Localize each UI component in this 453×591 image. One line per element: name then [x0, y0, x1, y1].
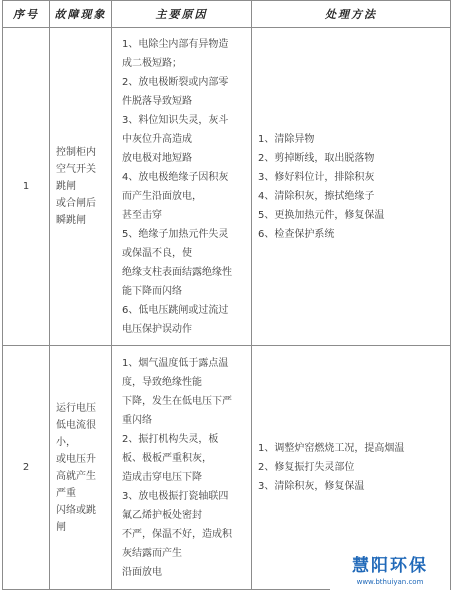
cause-line: 沿面放电 [122, 566, 162, 578]
phenomenon-line: 闪络或跳 [56, 504, 96, 516]
cause-line: 2、振打机构失灵，板 [122, 433, 219, 445]
watermark-url: www.bthuiyan.com [356, 578, 424, 586]
row-causes [112, 28, 252, 346]
cause-line: 重闪络 [122, 414, 152, 426]
cause-line: 中灰位升高造成 [122, 133, 192, 145]
cause-line: 绝缘支柱表面结露绝缘性 [122, 266, 232, 278]
row-methods [252, 28, 451, 346]
cause-line: 放电极对地短路 [122, 152, 192, 164]
phenomenon-line: 或合闸后 [56, 198, 96, 209]
phenomenon-line: 跳闸 [56, 181, 76, 192]
phenomenon-line: 闸 [56, 521, 66, 533]
cause-line: 6、低电压跳闸或过流过 [122, 304, 229, 316]
phenomenon-line: 或电压升 [56, 453, 96, 465]
fault-table [2, 0, 451, 590]
row-phenomenon [50, 28, 112, 346]
row-causes [112, 346, 252, 590]
cause-line: 成二极短路； [122, 57, 182, 69]
watermark-brand: 慧阳环保 [352, 556, 428, 576]
row-seq: 2 [3, 346, 50, 590]
table-row [3, 28, 451, 346]
cause-line: 或保温不良，使 [122, 247, 192, 259]
phenomenon-line: 空气开关 [56, 164, 96, 175]
cause-line: 能下降而闪络 [122, 285, 182, 297]
cause-line: 板、极板严重积灰， [122, 452, 212, 464]
cause-line: 1、电除尘内部有异物造 [122, 38, 229, 50]
method-line: 2、剪掉断线，取出脱落物 [258, 152, 375, 164]
cause-line: 下降，发生在低电压下严 [122, 395, 232, 407]
header-seq: 序号 [3, 1, 50, 28]
cause-line: 1、烟气温度低于露点温 [122, 357, 229, 369]
phenomenon-line: 高就产生 [56, 470, 96, 482]
row-seq: 1 [3, 28, 50, 346]
method-line: 1、调整炉窑燃烧工况，提高烟温 [258, 443, 405, 454]
cause-line: 5、绝缘子加热元件失灵 [122, 228, 229, 240]
cause-line: 3、料位知识失灵，灰斗 [122, 114, 229, 126]
method-line: 3、修好料位计，排除积灰 [258, 171, 375, 183]
cause-line: 度，导致绝缘性能 [122, 376, 202, 388]
phenomenon-line: 瞬跳闸 [56, 215, 86, 226]
cause-line: 不严，保温不好，造成积 [122, 528, 232, 540]
method-line: 4、清除积灰，擦拭绝缘子 [258, 190, 375, 202]
phenomenon-line: 控制柜内 [56, 147, 96, 158]
header-method: 处理方法 [252, 1, 451, 28]
header-row [3, 1, 451, 28]
cause-line: 而产生沿面放电， [122, 190, 202, 202]
cause-line: 甚至击穿 [122, 209, 162, 221]
cause-line: 氟乙烯护板处密封 [122, 509, 202, 521]
cause-line: 2、放电极断裂或内部零 [122, 76, 229, 88]
cause-line: 件脱落导致短路 [122, 95, 192, 107]
cause-line: 灰结露而产生 [122, 547, 182, 559]
header-phenomenon: 故障现象 [50, 1, 112, 28]
phenomenon-line: 低电流很 [56, 419, 96, 431]
cause-line: 电压保护误动作 [122, 323, 192, 335]
method-line: 6、检查保护系统 [258, 228, 335, 240]
method-line: 1、清除异物 [258, 133, 315, 145]
method-line: 3、清除积灰，修复保温 [258, 481, 365, 492]
phenomenon-line: 运行电压 [56, 402, 96, 414]
method-line: 5、更换加热元件，修复保温 [258, 209, 385, 221]
phenomenon-line: 严重 [56, 487, 76, 499]
method-line: 2、修复振打失灵部位 [258, 462, 355, 473]
cause-line: 4、放电极绝缘子因积灰 [122, 171, 229, 183]
phenomenon-line: 小， [56, 436, 76, 448]
row-phenomenon [50, 346, 112, 590]
header-cause: 主要原因 [112, 1, 252, 28]
cause-line: 造成击穿电压下降 [122, 471, 202, 483]
cause-line: 3、放电极振打瓷轴联四 [122, 490, 229, 502]
watermark-logo [330, 553, 450, 591]
